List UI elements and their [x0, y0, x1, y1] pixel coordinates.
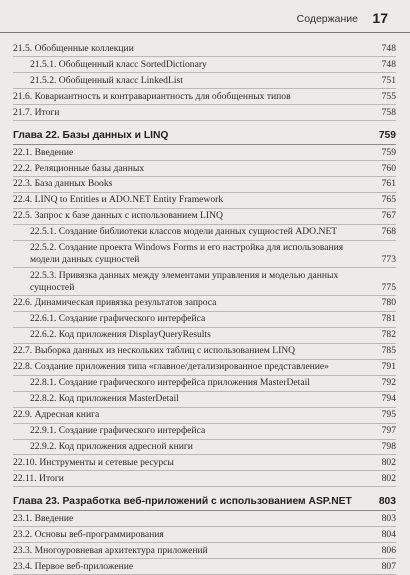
toc-chapter-heading: [13, 127, 396, 145]
toc-entry-page: 780: [381, 297, 396, 309]
table-of-contents: [13, 41, 396, 575]
toc-entry-page: 792: [381, 377, 396, 389]
toc-section-entry: [13, 145, 396, 161]
toc-entry-page: 773: [381, 253, 396, 265]
toc-entry-title: 23.3. Многоуровневая архитектура приложений: [13, 545, 208, 557]
toc-section-entry: [13, 193, 396, 209]
toc-entry-page: 748: [381, 58, 396, 70]
page-number: 17: [372, 10, 388, 26]
toc-section-entry: [13, 559, 396, 575]
toc-subsection-entry: [13, 376, 396, 392]
toc-entry-page: 760: [381, 162, 396, 174]
toc-section-entry: [13, 296, 396, 312]
toc-entry-page: 782: [381, 329, 396, 341]
toc-section-entry: [13, 105, 396, 121]
toc-entry-page: 803: [381, 513, 396, 525]
toc-entry-page: 781: [381, 313, 396, 325]
running-header-title: Содержание: [296, 13, 358, 25]
toc-entry-title: 22.5. Запрос к базе данных с использованием LINQ: [13, 210, 223, 222]
toc-entry-page: 803: [378, 496, 396, 508]
toc-entry-page: 748: [381, 42, 396, 54]
toc-entry-title: 22.8. Создание приложения типа «главное/детализированное представление»: [13, 361, 329, 373]
toc-entry-title: 23.2. Основы веб-программирования: [13, 529, 164, 541]
toc-entry-title: 22.4. LINQ to Entities и ADO.NET Entity Framework: [13, 194, 224, 206]
toc-entry-page: 759: [381, 146, 396, 158]
toc-entry-title: 21.6. Ковариантность и контравариантность для обобщенных типов: [13, 90, 291, 102]
toc-entry-page: 797: [381, 425, 396, 437]
toc-entry-page: 768: [381, 226, 396, 238]
toc-entry-page: 804: [381, 529, 396, 541]
toc-subsection-entry: [13, 440, 396, 456]
toc-entry-title: 23.4. Первое веб-приложение: [13, 561, 134, 572]
toc-subsection-entry: [13, 312, 396, 328]
toc-subsection-entry: [13, 392, 396, 408]
toc-entry-page: 775: [381, 281, 396, 293]
toc-entry-title: 22.9.1. Создание графического интерфейса: [30, 425, 206, 437]
toc-entry-title: 22.8.1. Создание графического интерфейса приложения MasterDetail: [30, 377, 310, 389]
toc-entry-page: 795: [381, 409, 396, 421]
toc-subsection-entry: [13, 73, 396, 89]
toc-entry-page: 807: [381, 561, 396, 572]
toc-entry-page: 785: [381, 345, 396, 357]
toc-section-entry: [13, 527, 396, 543]
toc-entry-title: 22.1. Введение: [13, 146, 74, 158]
toc-entry-title: 22.11. Итоги: [13, 473, 64, 485]
toc-entry-title: Глава 23. Разработка веб-приложений с использованием ASP.NET: [13, 496, 352, 508]
toc-entry-page: 751: [381, 74, 396, 86]
toc-section-entry: [13, 471, 396, 487]
toc-entry-title: 22.9.2. Код приложения адресной книги: [30, 441, 193, 453]
toc-section-entry: [13, 344, 396, 360]
toc-entry-title: 21.5.1. Обобщенный класс SortedDictionary: [30, 58, 207, 70]
toc-entry-title: 22.5.1. Создание библиотеки классов модели данных сущностей ADO.NET: [30, 226, 338, 238]
toc-entry-title: 21.5. Обобщенные коллекции: [13, 42, 134, 54]
toc-entry-title: 22.6.2. Код приложения DisplayQueryResults: [30, 329, 211, 341]
toc-subsection-entry: [13, 225, 396, 241]
toc-entry-title: 22.5.3. Привязка данных между элементами управления и моделью данных сущностей: [30, 269, 339, 293]
toc-entry-page: 755: [381, 90, 396, 102]
toc-entry-title: Глава 22. Базы данных и LINQ: [13, 129, 169, 141]
toc-entry-title: 23.1. Введение: [13, 513, 74, 525]
toc-section-entry: [13, 41, 396, 57]
toc-entry-title: 22.9. Адресная книга: [13, 409, 100, 421]
toc-subsection-entry: [13, 57, 396, 73]
toc-section-entry: [13, 511, 396, 527]
toc-entry-page: 759: [378, 129, 396, 141]
toc-entry-page: 761: [381, 178, 396, 190]
toc-entry-title: 22.2. Реляционные базы данных: [13, 162, 145, 174]
toc-entry-title: 22.6.1. Создание графического интерфейса: [30, 313, 206, 325]
toc-subsection-entry: [13, 424, 396, 440]
toc-section-entry: [13, 177, 396, 193]
toc-entry-page: 791: [381, 361, 396, 373]
page-header: [0, 0, 410, 33]
toc-subsection-entry: [13, 241, 396, 269]
toc-section-entry: [13, 161, 396, 177]
toc-entry-title: 21.7. Итоги: [13, 106, 60, 118]
toc-entry-title: 21.5.2. Обобщенный класс LinkedList: [30, 74, 183, 86]
toc-section-entry: [13, 89, 396, 105]
toc-entry-title: 22.7. Выборка данных из нескольких таблиц с использованием LINQ: [13, 345, 296, 357]
toc-entry-title: 22.8.2. Код приложения MasterDetail: [30, 393, 179, 405]
toc-entry-title: 22.3. База данных Books: [13, 178, 113, 190]
toc-entry-page: 765: [381, 194, 396, 206]
toc-chapter-heading: [13, 493, 396, 511]
toc-section-entry: [13, 209, 396, 225]
toc-subsection-entry: [13, 268, 396, 296]
toc-entry-page: 802: [381, 457, 396, 469]
toc-section-entry: [13, 360, 396, 376]
toc-entry-page: 794: [381, 393, 396, 405]
toc-entry-page: 802: [381, 473, 396, 485]
toc-section-entry: [13, 543, 396, 559]
toc-section-entry: [13, 408, 396, 424]
toc-entry-page: 767: [381, 210, 396, 222]
toc-entry-page: 798: [381, 441, 396, 453]
toc-entry-title: 22.10. Инструменты и сетевые ресурсы: [13, 457, 174, 469]
toc-subsection-entry: [13, 328, 396, 344]
toc-entry-page: 806: [381, 545, 396, 557]
toc-entry-title: 22.5.2. Создание проекта Windows Forms и его настройка для использования модели данных сущностей: [30, 242, 344, 265]
toc-entry-title: 22.6. Динамическая привязка результатов запроса: [13, 297, 217, 309]
toc-section-entry: [13, 455, 396, 471]
toc-entry-page: 758: [381, 106, 396, 118]
